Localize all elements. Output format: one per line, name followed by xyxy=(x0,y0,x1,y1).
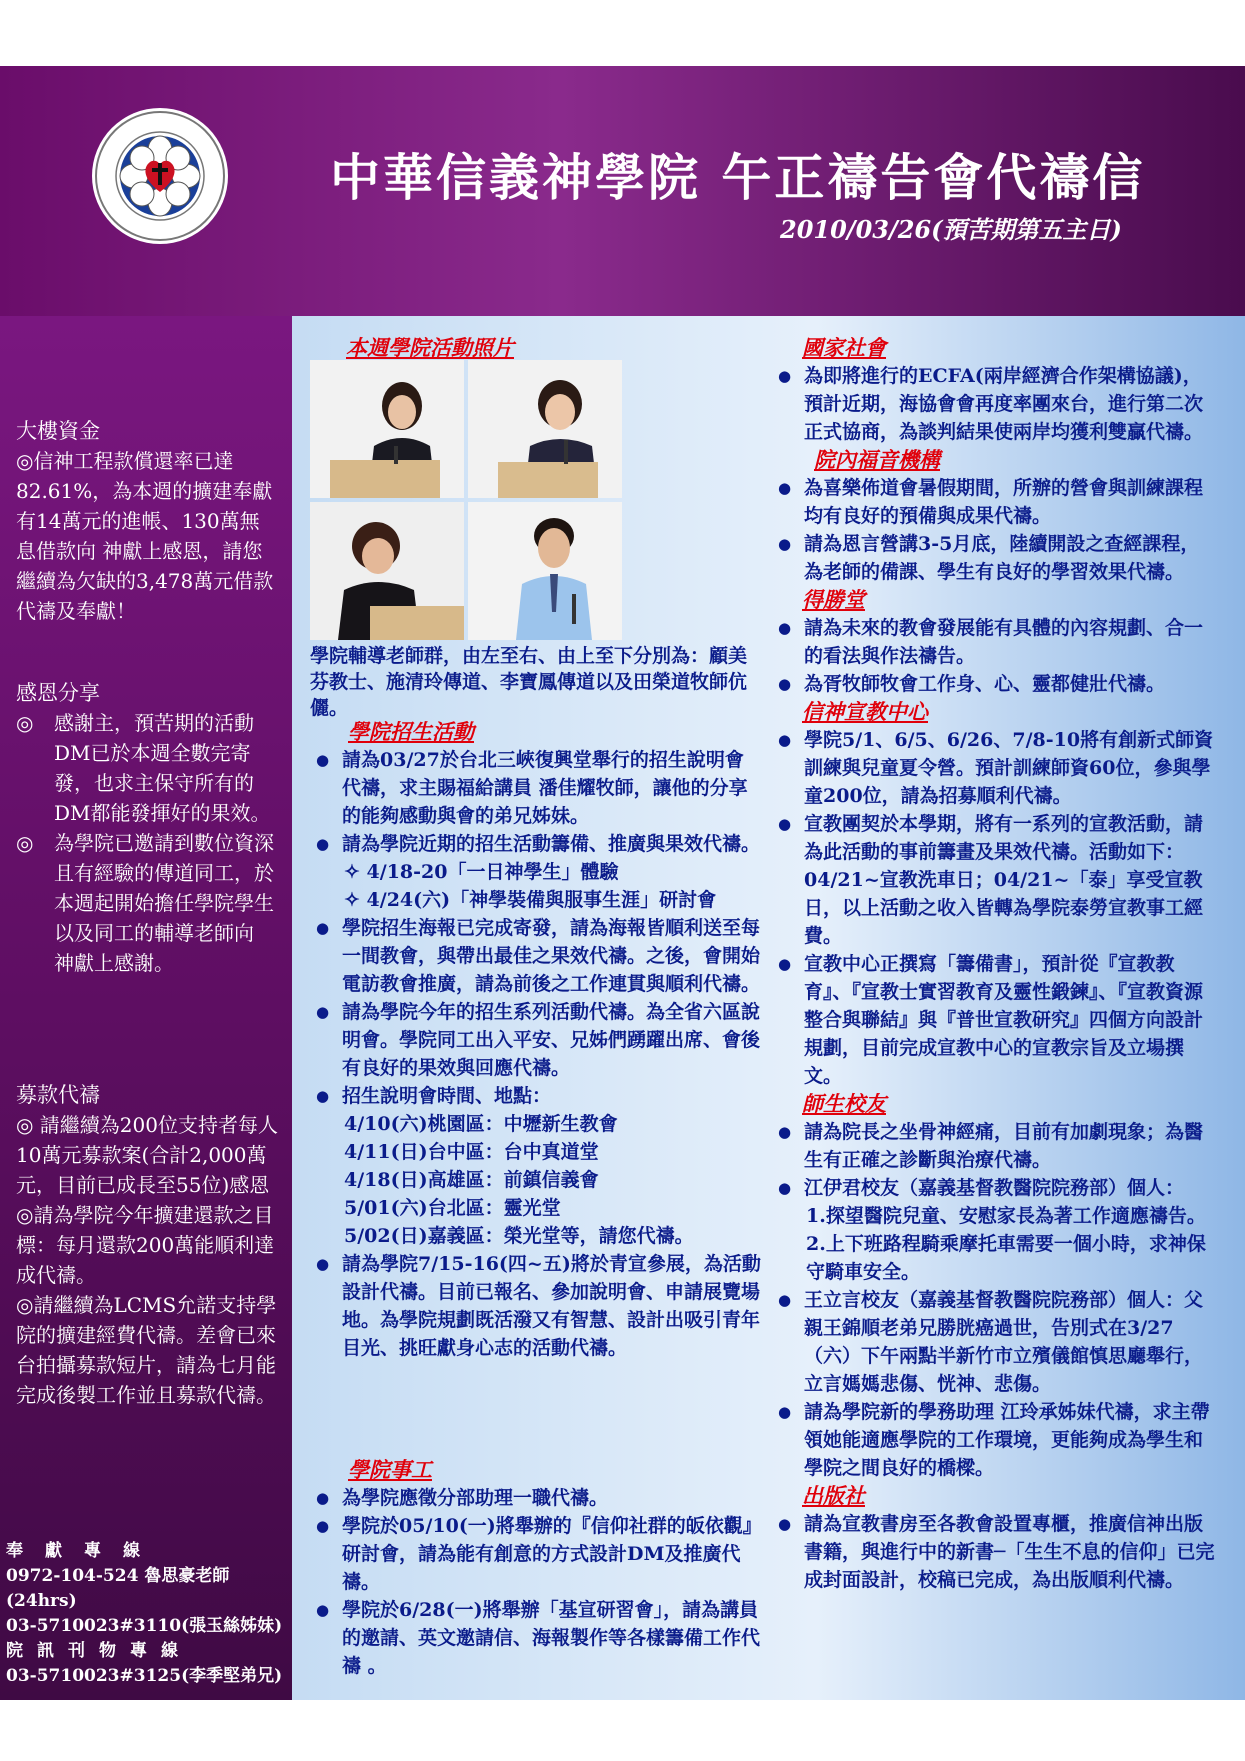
alumni-title: 師生校友 xyxy=(802,1091,886,1116)
recruit-list xyxy=(316,746,762,1362)
thanks-list xyxy=(16,708,278,978)
affairs-item: ● 為學院應徵分部助理一職代禱。 xyxy=(316,1484,762,1512)
photo-section-heading-wrap xyxy=(346,334,666,362)
gospel-list xyxy=(778,474,1218,586)
mission-list xyxy=(778,726,1218,1090)
session-item: 4/18(日)高雄區：前鎮信義會 xyxy=(344,1169,599,1191)
session-item: 4/11(日)台中區：台中真道堂 xyxy=(344,1141,599,1163)
photo-section-title: 本週學院活動照片 xyxy=(346,335,514,360)
alumni-item: ● 江伊君校友（嘉義基督教醫院院務部）個人： 1.探望醫院兒童、安慰家長為著工作適應禱告。 2.上下班路程騎乘摩托車需要一個小時，求神保守騎車安全。 xyxy=(778,1174,1218,1286)
activity-photos xyxy=(310,360,622,640)
building-fund-block xyxy=(16,416,278,626)
building-fund-title: 大樓資金 xyxy=(16,419,100,443)
photo-teacher-3 xyxy=(310,502,464,640)
alumni-sub-item: 2.上下班路程騎乘摩托車需要一個小時，求神保守騎車安全。 xyxy=(806,1233,1206,1283)
recruit-sub-item: ✧ 4/24(六)「神學裝備與服事生涯」研討會 xyxy=(344,889,717,911)
fundraising-block xyxy=(16,1080,278,1410)
recruit-item: ● 請為學院7/15-16(四~五)將於青宣參展，為活動設計代禱。目前已報名、參加說明會、申請展覽場地。為學院規劃既活潑又有智慧、設計出吸引青年目光、挑旺獻身心志的活動代禱。 xyxy=(316,1250,762,1362)
photo-teacher-2 xyxy=(468,360,622,498)
building-fund-text: ◎信神工程款償還率已達82.61%，為本週的擴建奉獻有14萬元的進帳、130萬無息借款向 神獻上感恩，請您繼續為欠缺的3,478萬元借款代禱及奉獻！ xyxy=(16,449,274,623)
thanks-block xyxy=(16,678,278,978)
victory-list xyxy=(778,614,1218,698)
recruit-section xyxy=(316,718,762,1362)
session-item: 5/01(六)台北區：靈光堂 xyxy=(344,1197,561,1219)
affairs-section xyxy=(316,1456,762,1680)
page-date: 2010/03/26(預苦期第五主日) xyxy=(780,215,1122,244)
recruit-item: ● 請為03/27於台北三峽復興堂舉行的招生說明會代禱，求主賜福給講員 潘佳耀牧師，讓他的分享的能夠感動與會的弟兄姊妹。 xyxy=(316,746,762,830)
fundraising-item: ◎ 請繼續為200位支持者每人10萬元募款案(合計2,000萬元，目前已成長至55位)感恩 xyxy=(16,1113,278,1197)
nation-item: ● 為即將進行的ECFA(兩岸經濟合作架構協議)，預計近期，海協會會再度率團來台，進行第二次正式協商，為談判結果使兩岸均獲利雙贏代禱。 xyxy=(778,362,1218,446)
alumni-item: ● 請為院長之坐骨神經痛，目前有加劇現象；為醫生有正確之診斷與治療代禱。 xyxy=(778,1118,1218,1174)
alumni-sub-item: 1.探望醫院兒童、安慰家長為著工作適應禱告。 xyxy=(806,1205,1206,1227)
publication-hotline-1: 03-5710023#3125(李季堅弟兄) xyxy=(6,1666,283,1686)
press-title: 出版社 xyxy=(802,1483,865,1508)
sidebar xyxy=(0,316,292,1700)
gospel-title: 院內福音機構 xyxy=(814,447,940,472)
affairs-title: 學院事工 xyxy=(348,1457,432,1482)
recruit-item: ● 請為學院今年的招生系列活動代禱。為全省六區說明會。學院同工出入平安、兄姊們踴躍出席、會後有良好的果效與回應代禱。 xyxy=(316,998,762,1082)
person-photo-icon xyxy=(310,502,464,640)
luther-rose-icon xyxy=(92,108,228,244)
victory-title: 得勝堂 xyxy=(802,587,865,612)
press-list xyxy=(778,1510,1218,1594)
alumni-item: ● 王立言校友（嘉義基督教醫院院務部）個人：父親王錦順老弟兄勝胱癌過世，告別式在3/27（六）下午兩點半新竹市立殯儀館慎思廳舉行，立言媽媽悲傷、恍神、悲傷。 xyxy=(778,1286,1218,1398)
nation-title: 國家社會 xyxy=(802,335,886,360)
luther-rose-logo xyxy=(92,108,228,244)
fundraising-item: ◎請為學院今年擴建還款之目標：每月還款200萬能順利達成代禱。 xyxy=(16,1203,275,1287)
publication-hotline-title: 院訊刊物專線 xyxy=(6,1641,192,1661)
page-title: 中華信義神學院 午正禱告會代禱信 xyxy=(330,148,1146,207)
fundraising-item: ◎請繼續為LCMS允諾支持學院的擴建經費代禱。差會已來台拍攝募款短片，請為七月能完成後製工作並且募款代禱。 xyxy=(16,1293,277,1407)
victory-item: ● 請為未來的教會發展能有具體的內容規劃、合一的看法與作法禱告。 xyxy=(778,614,1218,670)
thanks-item: ◎ 感謝主，預苦期的活動DM已於本週全數完寄發，也求主保守所有的DM都能發揮好的果效。 xyxy=(16,711,271,825)
mission-item: ● 宣教團契於本學期，將有一系列的宣教活動，請為此活動的事前籌畫及果效代禱。活動如下：04/21~宣教洗車日；04/21~「泰」享受宣教日，以上活動之收入皆轉為學院泰勞宣教事工經費。 xyxy=(778,810,1218,950)
person-photo-icon xyxy=(468,502,622,640)
affairs-item: ● 學院於6/28(一)將舉辦「基宣研習會」，請為講員的邀請、英文邀請信、海報製作等各樣籌備工作代禱 。 xyxy=(316,1596,762,1680)
recruit-item: ● 學院招生海報已完成寄發，請為海報皆順利送至每一間教會，與帶出最佳之果效代禱。之後，會開始電訪教會推廣，請為前後之工作連貫與順利代禱。 xyxy=(316,914,762,998)
person-photo-icon xyxy=(310,360,464,498)
affairs-list xyxy=(316,1484,762,1680)
affairs-item: ● 學院於05/10(一)將舉辦的『信仰社群的皈依觀』研討會，請為能有創意的方式設計DM及推廣代禱。 xyxy=(316,1512,762,1596)
hotline-block xyxy=(6,1539,296,1689)
victory-item: ● 為胥牧師牧會工作身、心、靈都健壯代禱。 xyxy=(778,670,1218,698)
offering-hotline-1: 0972-104-524 魯思豪老師(24hrs) xyxy=(6,1566,230,1611)
fundraising-title: 募款代禱 xyxy=(16,1083,100,1107)
alumni-item: ● 請為學院新的學務助理 江玲承姊妹代禱，求主帶領她能適應學院的工作環境，更能夠成為學生和學院之間良好的橋樑。 xyxy=(778,1398,1218,1482)
thanks-title: 感恩分享 xyxy=(16,681,100,705)
mission-item: ● 宣教中心正撰寫「籌備書」，預計從『宣教教育』、『宣教士實習教育及靈性鍛鍊』、『宣教資源整合與聯結』與『普世宣教研究』四個方向設計規劃，目前完成宣教中心的宣教宗旨及立場撰文。 xyxy=(778,950,1218,1090)
recruit-item: ● 請為學院近期的招生活動籌備、推廣與果效代禱。 ✧ 4/18-20「一日神學生」體驗 ✧ 4/24(六)「神學裝備與服事生涯」研討會 xyxy=(316,830,762,914)
alumni-list xyxy=(778,1118,1218,1482)
photo-teacher-1 xyxy=(310,360,464,498)
press-item: ● 請為宣教書房至各教會設置專櫃，推廣信神出版書籍，與進行中的新書─「生生不息的信仰」已完成封面設計，校稿已完成，為出版順利代禱。 xyxy=(778,1510,1218,1594)
nation-list xyxy=(778,362,1218,446)
photo-caption: 學院輔導老師群，由左至右、由上至下分別為：顧美芬教士、施清玲傳道、李寶鳳傳道以及田榮道牧師伉儷。 xyxy=(310,645,748,719)
gospel-item: ● 請為恩言營講3-5月底，陸續開設之查經課程，為老師的備課、學生有良好的學習效果代禱。 xyxy=(778,530,1218,586)
recruit-title: 學院招生活動 xyxy=(348,719,474,744)
right-column xyxy=(778,334,1218,1594)
person-photo-icon xyxy=(468,360,622,498)
recruit-item: ● 招生說明會時間、地點： 4/10(六)桃園區：中壢新生教會 4/11(日)台中區：台中真道堂 4/18(日)高雄區：前鎮信義會 5/01(六)台北區：靈光堂 5/02(日)嘉義區：榮光堂等，請您代禱。 xyxy=(316,1082,762,1250)
logo-text xyxy=(92,108,93,109)
session-item: 5/02(日)嘉義區：榮光堂等，請您代禱。 xyxy=(344,1225,694,1247)
gospel-item: ● 為喜樂佈道會暑假期間，所辦的營會與訓練課程均有良好的預備與成果代禱。 xyxy=(778,474,1218,530)
offering-hotline-title: 奉獻專線 xyxy=(6,1541,162,1561)
photo-teacher-4 xyxy=(468,502,622,640)
mission-item: ● 學院5/1、6/5、6/26、7/8-10將有創新式師資訓練與兒童夏令營。預計訓練師資60位，參與學童200位，請為招募順利代禱。 xyxy=(778,726,1218,810)
mission-title: 信神宣教中心 xyxy=(802,699,928,724)
recruit-sub-item: ✧ 4/18-20「一日神學生」體驗 xyxy=(344,861,619,883)
thanks-item: ◎ 為學院已邀請到數位資深且有經驗的傳道同工，於本週起開始擔任學院學生以及同工的輔導老師向 神獻上感謝。 xyxy=(16,831,274,975)
session-item: 4/10(六)桃園區：中壢新生教會 xyxy=(344,1113,618,1135)
offering-hotline-2: 03-5710023#3110(張玉絲姊妹) xyxy=(6,1616,283,1636)
